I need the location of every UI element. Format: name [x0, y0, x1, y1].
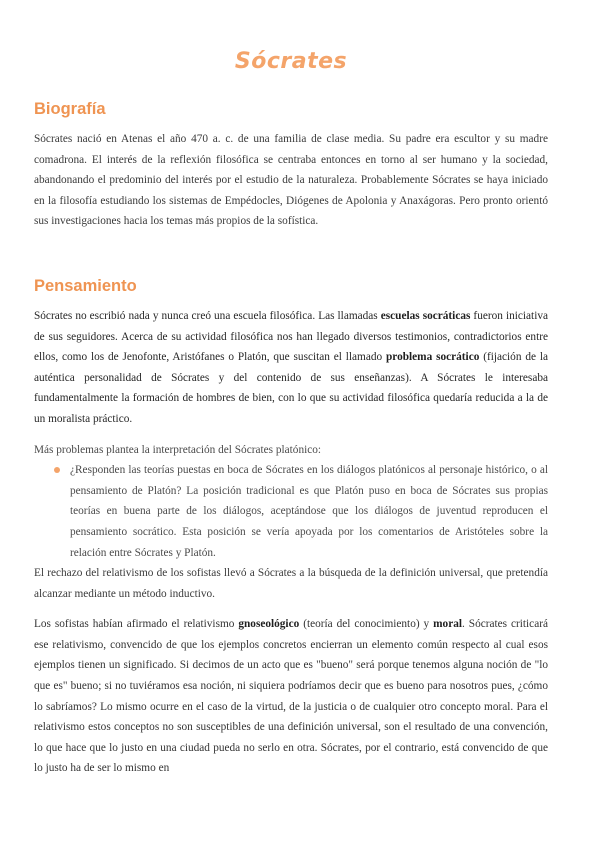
biografia-paragraph: Sócrates nació en Atenas el año 470 a. c. de una familia de clase media. Su padre era escultor y su madre comadrona. El interés de la reflexión filosófica se centraba entonces en torno al ser humano y la sociedad, abandonando el predominio del interés por el estudio de la naturaleza. Probablemente Sócrates se haya iniciado en la filosofía estudiando los sistemas de Empédocles, Diógenes de Apolonia y Anaxágoras. Pero pronto orientó sus investigaciones hacia los temas más propios de la sofística.: [34, 133, 548, 228]
text-run: fueron iniciativa de sus seguidores. Acerca de su actividad filosófica nos han llegado diversos testimonios, contradictorios entre ellos, como los de Jenofonte, Aristófanes o Platón, que suscitan el llamado: [34, 309, 548, 364]
list-item-text: ¿Responden las teorías puestas en boca de Sócrates en los diálogos platónicos al personaje histórico, o al pensamiento de Platón? La posición tradicional es que Platón puso en boca de Sócrates sus propias teorías en buena parte de los diálogos, aceptándose que los diálogos de juventud reproducen el pensamiento socrático. Esta posición se vería apoyada por los comentarios de Aristóteles sobre la relación entre Sócrates y Platón.: [70, 464, 548, 559]
text-run: Los sofistas habían afirmado el relativismo: [34, 618, 239, 631]
text-run: (teoría del conocimiento) y: [299, 618, 434, 631]
bold-term-problema-socratico: problema socrático: [386, 351, 480, 364]
pensamiento-paragraph-4: [34, 614, 548, 779]
pensamiento-paragraph-2: Más problemas plantea la interpretación del Sócrates platónico:: [34, 443, 322, 456]
document-page: [34, 0, 548, 779]
bold-term-gnoseologico: gnoseológico: [238, 618, 300, 631]
bullet-list: [34, 460, 548, 563]
bold-term-escuelas-socraticas: escuelas socráticas: [380, 309, 471, 322]
pensamiento-paragraph-3: El rechazo del relativismo de los sofistas llevó a Sócrates a la búsqueda de la definición universal, que pretendía alcanzar mediante un método inductivo.: [34, 567, 548, 600]
text-run: . Sócrates criticará ese relativismo, convencido de que los ejemplos concretos encierran un elemento común respecto al cual esos ejemplos tienen un significado. Si decimos de un acto que es "bueno" será porque tenemos alguna noción de "lo que es" bueno; si no tuviéramos esa noción, ni siquiera podríamos decir que es bueno para nosotros pues, ¿cómo lo sabríamos? Lo mismo ocurre en el caso de la virtud, de la justicia o de cualquier otro concepto moral. Para el relativismo estos conceptos no son susceptibles de una definición universal, son el resultado de una convención, lo que hace que lo justo en una ciudad pueda no serlo en otra. Sócrates, por el contrario, está convencido de que lo justo ha de ser lo mismo en: [34, 618, 548, 775]
bullet-icon: [54, 467, 60, 473]
text-run: Sócrates no escribió nada y nunca creó una escuela filosófica. Las llamadas: [34, 309, 381, 322]
heading-pensamiento: Pensamiento: [34, 276, 137, 295]
text-run: (fijación de la auténtica personalidad de Sócrates y del contenido de sus enseñanzas). A Sócrates le interesaba fundamentalmente la formación de hombres de bien, con lo que su actividad filosófica quedaría reducida a la de un moralista práctico.: [34, 351, 548, 425]
pensamiento-paragraph-1: [34, 306, 548, 430]
list-item: [70, 460, 548, 563]
heading-biografia: Biografía: [34, 100, 106, 118]
bold-term-moral: moral: [433, 618, 463, 631]
document-title: Sócrates: [234, 49, 348, 74]
